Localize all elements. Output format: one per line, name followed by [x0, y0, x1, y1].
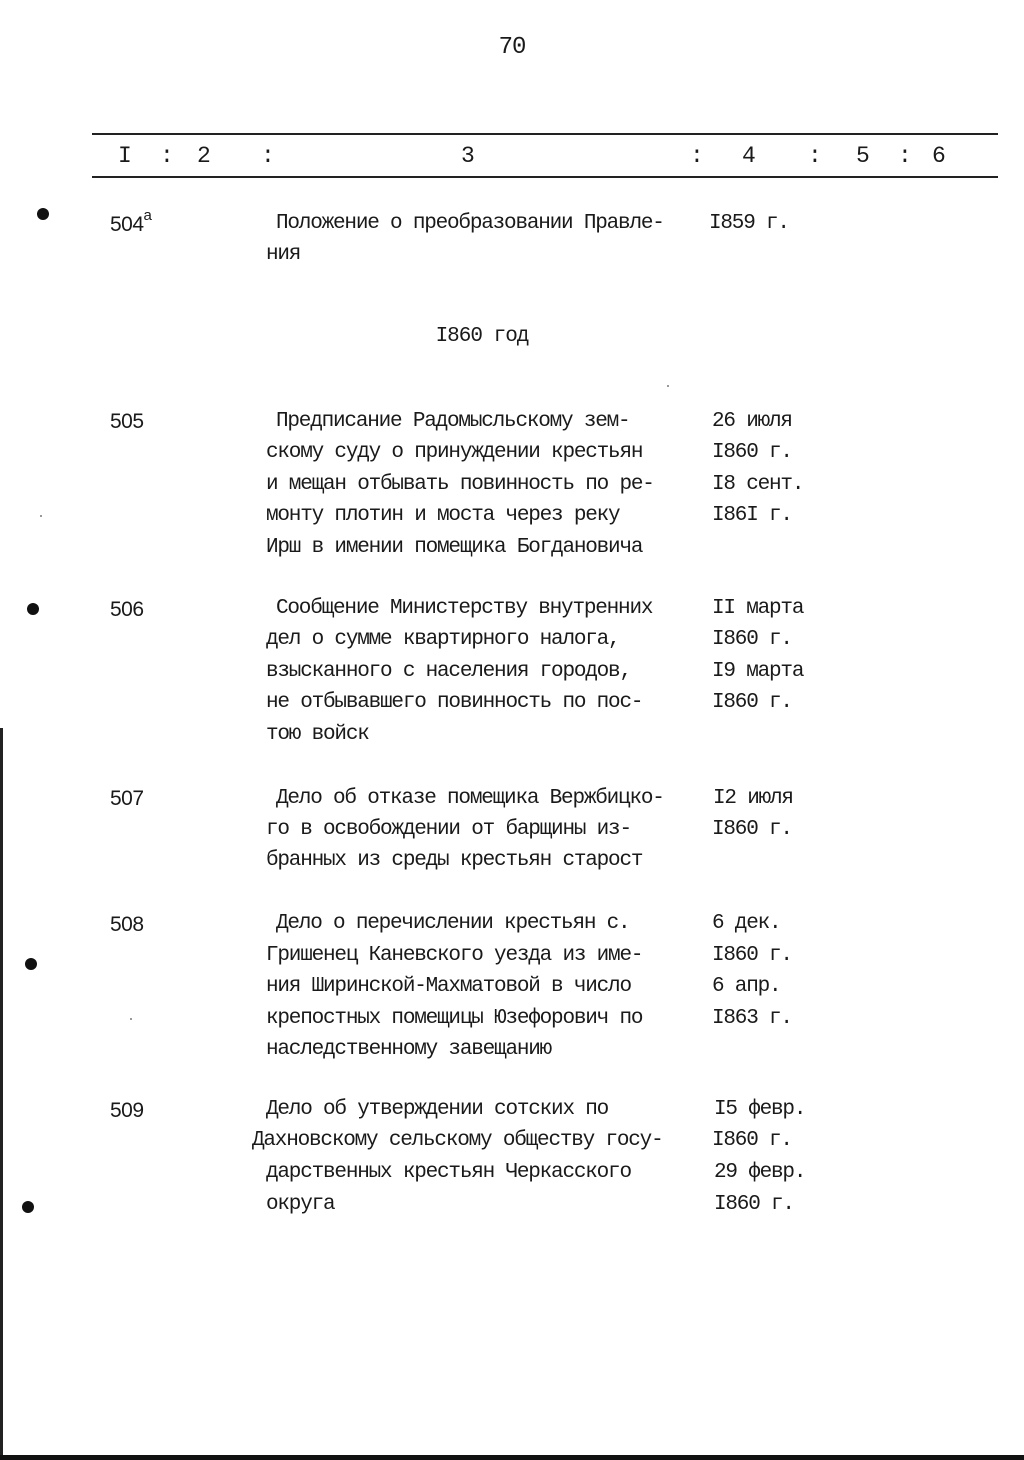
entry-description-line: Дело о перечислении крестьян с.	[276, 912, 630, 935]
entry-date: I86I г.	[712, 504, 792, 527]
entry-number: $504^а$	[110, 207, 152, 236]
column-header-3: 3	[461, 143, 475, 169]
entry-description-line: Дахновскому сельскому обществу госу-	[252, 1129, 663, 1152]
entry-description-line: взысканного с населения городов,	[266, 660, 631, 683]
entry-description-line: Сообщение Министерству внутренних	[276, 597, 653, 620]
entry-description-line: ния Ширинской-Махматовой в число	[266, 975, 631, 998]
entry-description-line: округа	[266, 1193, 335, 1216]
column-separator: :	[808, 143, 822, 169]
entry-date: I9 марта	[712, 660, 804, 683]
entry-date: 6 дек.	[712, 912, 781, 935]
punch-hole-mark	[27, 603, 39, 615]
entry-description-line: крепостных помещицы Юзефорович по	[266, 1007, 643, 1030]
entry-number: 506	[110, 598, 144, 621]
speck	[40, 515, 42, 517]
header-rule-bottom	[92, 176, 998, 178]
entry-date: I859 г.	[709, 212, 789, 235]
entry-description-line: Ирш в имении помещика Богдановича	[266, 536, 643, 559]
page-number: 70	[498, 34, 526, 61]
entry-date: 26 июля	[712, 410, 792, 433]
entry-date: 29 февр.	[714, 1161, 806, 1184]
entry-description-line: го в освобождении от барщины из-	[266, 818, 631, 841]
column-header-6: 6	[932, 143, 946, 169]
entry-date: 6 апр.	[712, 975, 781, 998]
entry-description-line: не отбывавшего повинность по пос-	[266, 691, 643, 714]
entry-date: I860 г.	[714, 1193, 794, 1216]
entry-number: 508	[110, 913, 144, 936]
entry-description-line: Гришенец Каневского уезда из име-	[266, 944, 643, 967]
entry-date: II марта	[712, 597, 804, 620]
punch-hole-mark	[37, 208, 49, 220]
entry-description-line: дарственных крестьян Черкасского	[266, 1161, 631, 1184]
entry-description-line: тою войск	[266, 723, 369, 746]
entry-date: I860 г.	[712, 628, 792, 651]
column-separator: :	[261, 143, 275, 169]
speck	[667, 385, 669, 387]
column-header-5: 5	[856, 143, 870, 169]
entry-number: 505	[110, 410, 144, 433]
entry-date: I860 г.	[712, 944, 792, 967]
entry-description-line: ния	[266, 243, 301, 266]
column-header-1: I	[118, 143, 132, 169]
entry-date: I860 г.	[712, 818, 792, 841]
entry-description-line: наследственному завещанию	[266, 1038, 552, 1061]
entry-description-line: скому суду о принуждении крестьян	[266, 441, 643, 464]
entry-date: I8 сент.	[712, 473, 804, 496]
column-header-4: 4	[742, 143, 756, 169]
entry-date: I860 г.	[712, 441, 792, 464]
column-separator: :	[160, 143, 174, 169]
section-title-year: I860 год	[435, 325, 529, 348]
scan-edge-left	[0, 728, 3, 1460]
entry-number: 507	[110, 787, 144, 810]
column-header-2: 2	[197, 143, 211, 169]
entry-date: I863 г.	[712, 1007, 792, 1030]
entry-description-line: бранных из среды крестьян старост	[266, 849, 643, 872]
entry-date: I5 февр.	[714, 1098, 806, 1121]
speck	[130, 1018, 132, 1020]
entry-description-line: Положение о преобразовании Правле-	[276, 212, 664, 235]
entry-description-line: Дело об отказе помещика Вержбицко-	[276, 787, 664, 810]
entry-number-suffix: а	[143, 207, 152, 224]
header-rule-top	[92, 133, 998, 135]
entry-description-line: Предписание Радомысльскому зем-	[276, 410, 630, 433]
entry-date: I860 г.	[712, 1129, 792, 1152]
entry-date: I860 г.	[712, 691, 792, 714]
entry-date: I2 июля	[713, 787, 793, 810]
entry-description-line: Дело об утверждении сотских по	[266, 1098, 609, 1121]
entry-description-line: дел о сумме квартирного налога,	[266, 628, 620, 651]
scan-edge-bottom	[0, 1455, 1024, 1460]
punch-hole-mark	[25, 958, 37, 970]
column-separator: :	[898, 143, 912, 169]
entry-description-line: монту плотин и моста через реку	[266, 504, 620, 527]
punch-hole-mark	[22, 1201, 34, 1213]
entry-description-line: и мещан отбывать повинность по ре-	[266, 473, 654, 496]
column-separator: :	[690, 143, 704, 169]
entry-number: 509	[110, 1099, 144, 1122]
